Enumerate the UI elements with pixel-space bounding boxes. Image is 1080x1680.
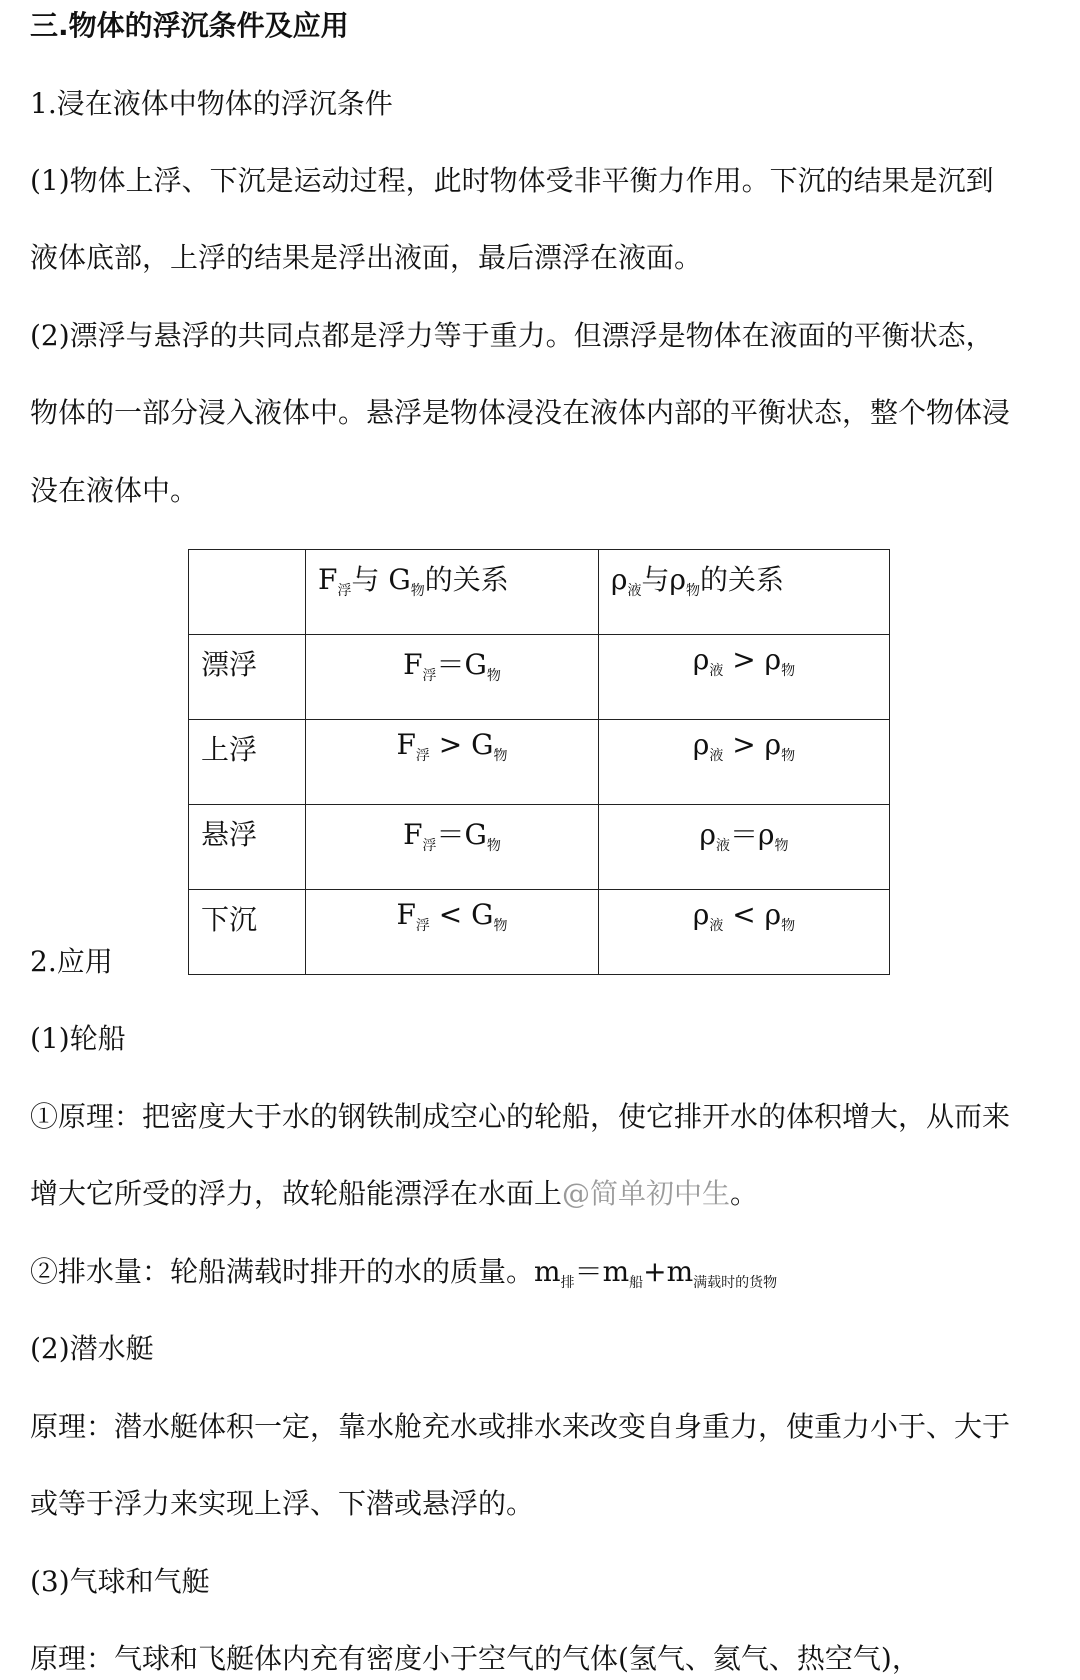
ship-displacement-line: ②排水量：轮船满载时排开的水的质量。$m_排=m_船+m_{满载时的货物}$ (30, 1255, 778, 1291)
submarine-heading: (2)潜水艇 (30, 1332, 154, 1365)
balloon-heading: (3)气球和气艇 (30, 1565, 210, 1598)
paragraph-1-line-1: (1)物体上浮、下沉是运动过程，此时物体受非平衡力作用。下沉的结果是沉到 (30, 164, 994, 197)
table-header-force-relation: $F_浮$与 $G_物$的关系 (306, 550, 599, 635)
table-cell-density: $\rho_液=\rho_物$ (599, 805, 890, 890)
table-cell-state: 上浮 (189, 720, 306, 805)
submarine-principle-line-1: 原理：潜水艇体积一定，靠水舱充水或排水来改变自身重力，使重力小于、大于 (30, 1410, 1011, 1443)
table-header-density-relation: $\rho_液$与$\rho_物$的关系 (599, 550, 890, 635)
table-cell-force: $F_浮=G_物$ (306, 635, 599, 720)
table-header-empty (189, 550, 306, 635)
table-row (189, 890, 890, 975)
table-cell-force: $F_浮=G_物$ (306, 805, 599, 890)
submarine-principle-line-2: 或等于浮力来实现上浮、下潜或悬浮的。 (30, 1487, 535, 1520)
watermark: @简单初中生 (562, 1177, 731, 1210)
table-cell-state: 漂浮 (189, 635, 306, 720)
page-title: 三.物体的浮沉条件及应用 (30, 9, 349, 42)
balloon-principle-line-1: 原理：气球和飞艇体内充有密度小于空气的气体(氢气、氦气、热空气)， (30, 1642, 920, 1675)
table-cell-density: $\rho_液 > \rho_物$ (599, 635, 890, 720)
ship-principle-line-1: ①原理：把密度大于水的钢铁制成空心的轮船，使它排开水的体积增大，从而来 (30, 1100, 1011, 1133)
table-row (189, 805, 890, 890)
paragraph-2-line-2: 物体的一部分浸入液体中。悬浮是物体浸没在液体内部的平衡状态，整个物体浸 (30, 396, 1011, 429)
table-cell-density: $\rho_液 > \rho_物$ (599, 720, 890, 805)
paragraph-1-line-2: 液体底部，上浮的结果是浮出液面，最后漂浮在液面。 (30, 241, 703, 274)
ship-heading: (1)轮船 (30, 1022, 126, 1055)
table-cell-density: $\rho_液 < \rho_物$ (599, 890, 890, 975)
ship-principle-line-2: 增大它所受的浮力，故轮船能漂浮在水面上@简单初中生。 (30, 1177, 759, 1210)
paragraph-2-line-3: 没在液体中。 (30, 474, 199, 507)
table-cell-state: 悬浮 (189, 805, 306, 890)
table-header-row (189, 550, 890, 635)
float-sink-table (188, 549, 890, 975)
table-row (189, 720, 890, 805)
section1-heading: 1.浸在液体中物体的浮沉条件 (30, 87, 393, 120)
table-row (189, 635, 890, 720)
section2-heading: 2.应用 (30, 945, 113, 978)
table-cell-state: 下沉 (189, 890, 306, 975)
table-cell-force: $F_浮 > G_物$ (306, 720, 599, 805)
paragraph-2-line-1: (2)漂浮与悬浮的共同点都是浮力等于重力。但漂浮是物体在液面的平衡状态， (30, 319, 994, 352)
table-cell-force: $F_浮 < G_物$ (306, 890, 599, 975)
